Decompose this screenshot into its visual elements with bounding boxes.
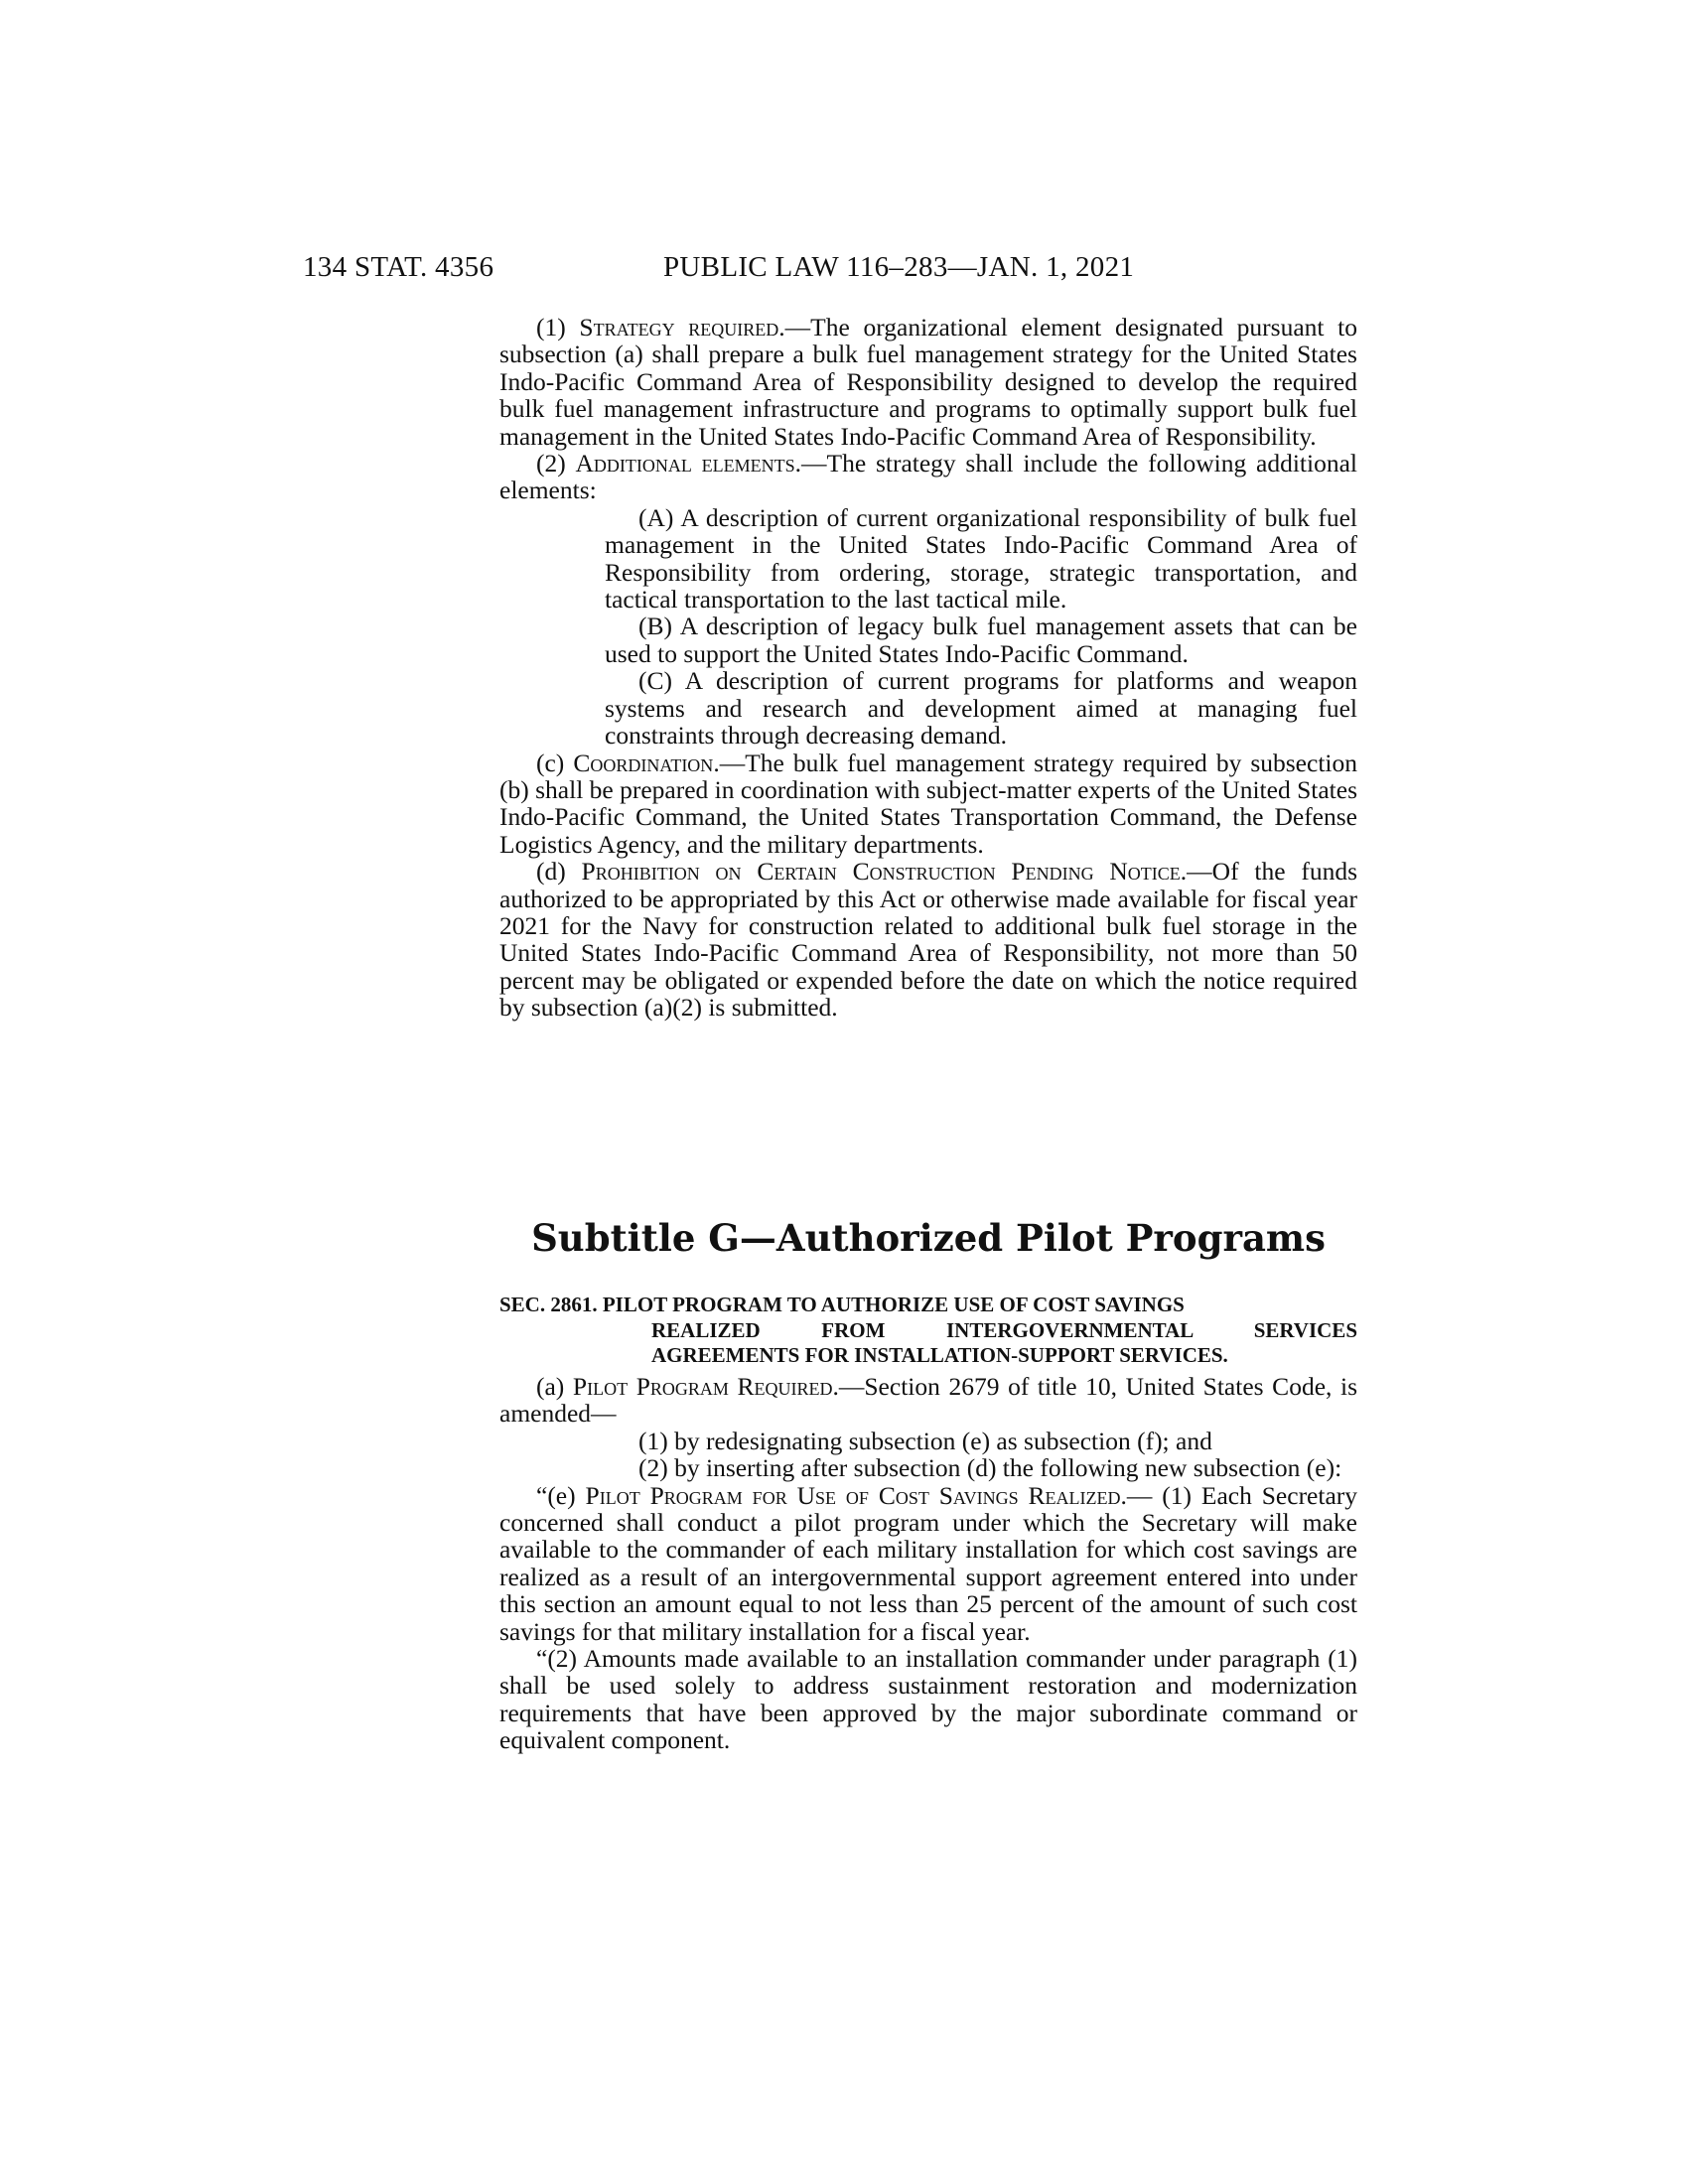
paragraph-heading: Pilot Program for Use of Cost Savings Realized — [585, 1480, 1121, 1510]
text-block-strategy — [499, 314, 1357, 1022]
section-heading-line: SEC. 2861. PILOT PROGRAM TO AUTHORIZE USE OF COST SAVINGS — [499, 1293, 1185, 1316]
amendment-item-2: (2) by inserting after subsection (d) the following new subsection (e): — [638, 1453, 1342, 1483]
running-header: PUBLIC LAW 116–283—JAN. 1, 2021 — [663, 251, 1135, 283]
section-heading-line: REALIZED FROM INTERGOVERNMENTAL SERVICES — [651, 1317, 1357, 1342]
paragraph-pilot-program-cost-savings: “(e) Pilot Program for Use of Cost Savings Realized.— (1) Each Secretary concerned shall conduct a pilot program under which the Secretary will make available to the commander of each military installation for which cost savings are realized as a result of an intergovernmental support agreement entered into under this section an amount equal to not less than 25 percent of the amount of such cost savings for that military installation for a fiscal year. — [499, 1480, 1358, 1646]
subtitle-heading: Subtitle G—Authorized Pilot Programs — [531, 1216, 1326, 1260]
paragraph-strategy-required: (1) Strategy required.—The organizational element designated pursuant to subsection (a) shall prepare a bulk fuel management strategy for the United States Indo-Pacific Command Area of Responsibility designed to develop the required bulk fuel management infrastructure and programs to optimally support bulk fuel management in the United States Indo-Pacific Command Area of Responsibility. — [499, 313, 1358, 451]
paragraph-amounts-available: “(2) Amounts made available to an installation commander under paragraph (1) shall be used solely to address sustainment restoration and modernization requirements that have been approved by the major subordinate command or equivalent component. — [499, 1644, 1357, 1755]
paragraph-additional-elements: (2) Additional elements.—The strategy shall include the following additional elements: — [499, 449, 1357, 505]
paragraph-heading: Strategy required — [579, 313, 779, 341]
page-citation: 134 STAT. 4356 — [303, 251, 494, 283]
paragraph-heading: Additional elements — [575, 449, 795, 478]
paragraph-prohibition: (d) Prohibition on Certain Construction Pending Notice.—Of the funds authorized to be appropriated by this Act or otherwise made available for fiscal year 2021 for the Navy for construction related to additional bulk fuel storage in the United States Indo-Pacific Command Area of Responsibility, not more than 50 percent may be obligated or expended before the date on which the notice required by subsection (a)(2) is submitted. — [499, 857, 1358, 1023]
section-heading-line: AGREEMENTS FOR INSTALLATION-SUPPORT SERVICES. — [651, 1343, 1228, 1367]
text-block-pilot-program — [499, 1373, 1357, 1754]
subparagraph-c: (C) A description of current programs for platforms and weapon systems and research and development aimed at managing fuel constraints through decreasing demand. — [605, 666, 1357, 751]
paragraph-heading: Coordination — [573, 748, 714, 777]
paragraph-heading: Pilot Program Required — [572, 1372, 833, 1401]
amendment-item-1: (1) by redesignating subsection (e) as subsection (f); and — [638, 1426, 1212, 1455]
subparagraph-a: (A) A description of current organizational responsibility of bulk fuel management in the United States Indo-Pacific Command Area of Responsibility from ordering, storage, strategic transportation, and tactical transportation to the last tactical mile. — [605, 502, 1357, 614]
paragraph-coordination: (c) Coordination.—The bulk fuel management strategy required by subsection (b) shall be prepared in coordination with subject-matter experts of the United States Indo-Pacific Command, the United States Transportation Command, the Defense Logistics Agency, and the military departments. — [499, 748, 1357, 859]
paragraph-pilot-program-required: (a) Pilot Program Required.—Section 2679 of title 10, United States Code, is amended— — [499, 1372, 1358, 1429]
paragraph-heading: Prohibition on Certain Construction Pending Notice — [581, 857, 1181, 887]
subparagraph-b: (B) A description of legacy bulk fuel management assets that can be used to support the United States Indo-Pacific Command. — [605, 612, 1357, 668]
section-heading — [499, 1293, 1357, 1369]
